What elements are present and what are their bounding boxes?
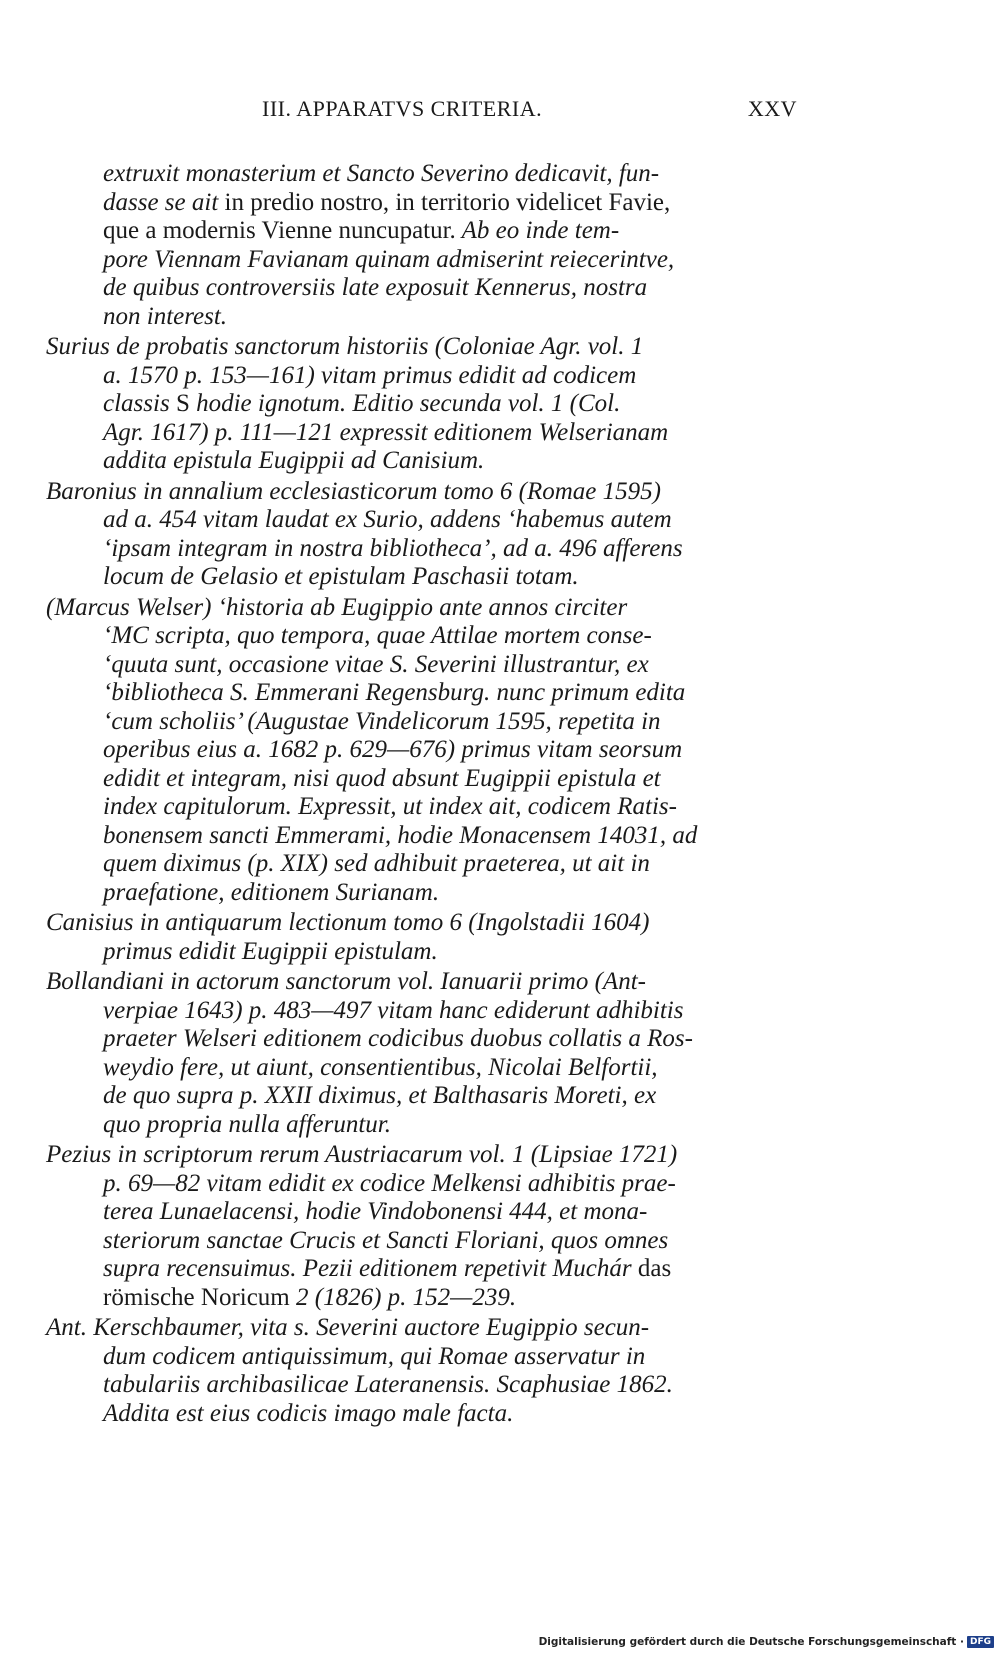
text-span: que a modernis Vienne nuncupatur.	[103, 217, 456, 244]
continuation-paragraph	[46, 160, 798, 331]
text-line: dum codicem antiquissimum, qui Romae asservatur in	[103, 1342, 646, 1370]
bibliography-entry-pezius	[46, 1141, 798, 1312]
text-line: operibus eius a. 1682 p. 629—676) primus vitam seorsum	[103, 736, 683, 763]
text-line: terea Lunaelacensi, hodie Vindobonensi 444, et mona-	[103, 1198, 648, 1225]
text-line: praeter Welseri editionem codicibus duobus collatis a Ros-	[103, 1025, 693, 1052]
text-span: classis	[103, 390, 176, 417]
text-line: quo propria nulla afferuntur.	[103, 1110, 391, 1138]
bibliography-entry-kerschbaumer	[46, 1314, 798, 1428]
bibliography-entry-baronius	[46, 478, 798, 592]
text-line: Baronius in annalium ecclesiasticorum tomo 6 (Romae 1595)	[46, 477, 661, 505]
text-line: de quo supra p. XXII diximus, et Balthasaris Moreti, ex	[103, 1082, 657, 1109]
text-line	[46, 1255, 798, 1284]
text-line: extruxit monasterium et Sancto Severino dedicavit, fun-	[103, 160, 660, 187]
text-span: 2 (1826) p. 152—239.	[289, 1283, 517, 1311]
bibliography-entry-welser	[46, 594, 798, 908]
text-line: de quibus controversiis late exposuit Kennerus, nostra	[103, 274, 648, 301]
text-span: supra recensuimus. Pezii editionem repetivit Muchár	[103, 1255, 632, 1282]
bibliography-entry-canisius	[46, 909, 798, 966]
text-line: Surius de probatis sanctorum historiis (Coloniae Agr. vol. 1	[46, 333, 644, 360]
text-line: a. 1570 p. 153—161) vitam primus edidit ad codicem	[103, 361, 637, 389]
page-number: XXV	[747, 96, 797, 121]
text-line: edidit et integram, nisi quod absunt Eugippii epistula et	[103, 764, 661, 792]
text-line: tabulariis archibasilicae Lateranensis. Scaphusiae 1862.	[103, 1371, 673, 1398]
text-line	[46, 189, 798, 218]
text-line: index capitulorum. Expressit, ut index ait, codicem Ratis-	[103, 793, 677, 820]
text-line	[46, 217, 798, 246]
text-line: ‘MC scripta, quo tempora, quae Attilae mortem conse-	[103, 622, 652, 649]
text-line: verpiae 1643) p. 483—497 vitam hanc ediderunt adhibitis	[103, 996, 684, 1024]
text-span: in predio nostro, in territorio videlicet Favie,	[218, 188, 671, 216]
text-line: Canisius in antiquarum lectionum tomo 6 (Ingolstadii 1604)	[46, 909, 650, 936]
text-line: Pezius in scriptorum rerum Austriacarum vol. 1 (Lipsiae 1721)	[46, 1141, 678, 1168]
page-body	[46, 160, 798, 1428]
text-span: dasse se ait	[103, 188, 219, 216]
text-line: p. 69—82 vitam edidit ex codice Melkensi adhibitis prae-	[103, 1169, 676, 1197]
text-line: steriorum sanctae Crucis et Sancti Floriani, quos omnes	[103, 1226, 669, 1254]
text-line: Bollandiani in actorum sanctorum vol. Ianuarii primo (Ant-	[46, 968, 646, 995]
text-line	[46, 1284, 798, 1313]
siglum: S	[175, 390, 190, 417]
dfg-logo: DFG	[967, 1636, 994, 1648]
bibliography-entry-surius	[46, 333, 798, 476]
text-line: ‘quuta sunt, occasione vitae S. Severini illustrantur, ex	[103, 650, 649, 678]
text-span: Ab eo inde tem-	[455, 217, 620, 244]
text-line: non interest.	[103, 302, 228, 330]
text-line: weydio fere, ut aiunt, consentientibus, Nicolai Belfortii,	[103, 1053, 658, 1081]
text-line: bonensem sancti Emmerami, hodie Monacensem 14031, ad	[103, 821, 698, 849]
text-line: ‘ipsam integram in nostra bibliotheca’, ad a. 496 afferens	[103, 534, 683, 562]
bibliography-entry-bollandiani	[46, 968, 798, 1139]
text-line: ‘bibliotheca S. Emmerani Regensburg. nunc primum edita	[103, 679, 686, 706]
text-line: ad a. 454 vitam laudat ex Surio, addens ‘habemus autem	[103, 506, 672, 533]
digitization-credit	[539, 1636, 994, 1648]
text-line: quem diximus (p. XIX) sed adhibuit praeterea, ut ait in	[103, 850, 650, 877]
text-line: Agr. 1617) p. 111—121 expressit editionem Welserianam	[103, 418, 669, 446]
text-span: römische Noricum	[103, 1283, 290, 1311]
text-span: hodie ignotum. Editio secunda vol. 1 (Col.	[189, 390, 621, 417]
running-title: III. APPARATVS CRITERIA.	[262, 96, 543, 121]
text-line: locum de Gelasio et epistulam Paschasii totam.	[103, 563, 579, 590]
text-line: (Marcus Welser) ‘historia ab Eugippio ante annos circiter	[46, 593, 628, 621]
text-line: addita epistula Eugippii ad Canisium.	[103, 447, 485, 474]
text-line: Ant. Kerschbaumer, vita s. Severini auctore Eugippio secun-	[46, 1314, 650, 1341]
text-line	[46, 390, 798, 419]
text-line: ‘cum scholiis’ (Augustae Vindelicorum 1595, repetita in	[103, 707, 661, 735]
credit-text: Digitalisierung gefördert durch die Deutsche Forschungsgemeinschaft ·	[538, 1636, 964, 1648]
text-span: das	[631, 1255, 672, 1282]
text-line: praefatione, editionem Surianam.	[103, 878, 440, 906]
text-line: Addita est eius codicis imago male facta.	[103, 1399, 514, 1427]
text-line: primus edidit Eugippii epistulam.	[103, 937, 438, 965]
text-line: pore Viennam Favianam quinam admiserint reiecerintve,	[103, 245, 675, 273]
